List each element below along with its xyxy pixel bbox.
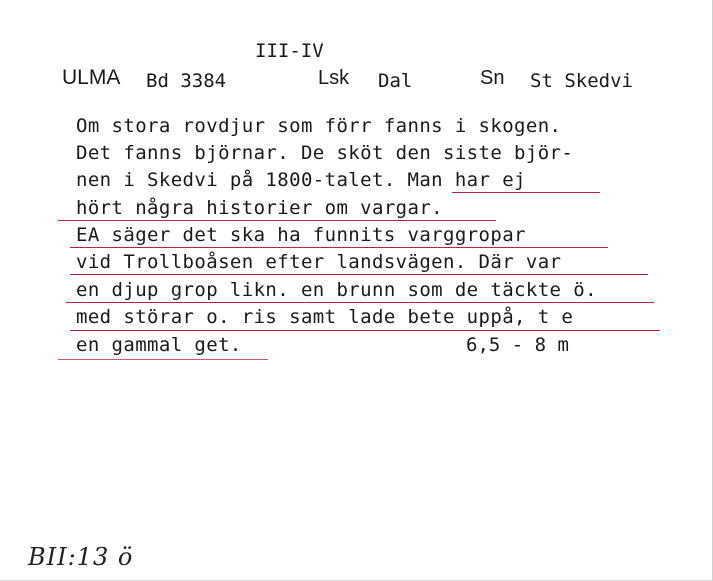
text-line-7: en djup grop likn. en brunn som de täckte ö. — [76, 279, 597, 301]
text-line-6: vid Trollboåsen efter landsvägen. Där var — [76, 251, 562, 273]
archive-label: ULMA — [62, 66, 121, 89]
parish-label: Sn — [480, 67, 505, 89]
text-line-5: EA säger det ska ha funnits varggropar — [76, 224, 526, 246]
underline-mark — [70, 274, 648, 275]
period-label: III-IV — [255, 40, 324, 62]
county-label: Lsk — [318, 67, 350, 89]
text-line-4: hört några historier om vargar. — [76, 197, 444, 219]
measurement-note: 6,5 - 8 m — [466, 334, 569, 356]
text-line-9: en gammal get. — [76, 334, 242, 356]
county-value: Dal — [378, 70, 413, 92]
underline-mark — [66, 302, 654, 303]
volume-number: Bd 3384 — [146, 70, 227, 92]
shelfmark-handwritten: BII:13 ö — [28, 543, 134, 571]
underline-mark — [452, 192, 600, 193]
text-line-1: Om stora rovdjur som förr fanns i skogen. — [76, 115, 562, 137]
parish-value: St Skedvi — [530, 70, 633, 92]
text-line-3: nen i Skedvi på 1800-talet. Man har ej — [76, 169, 526, 191]
text-line-2: Det fanns björnar. De sköt den siste björ- — [76, 142, 574, 164]
underline-mark — [58, 359, 268, 360]
underline-mark — [70, 330, 660, 331]
underline-mark — [58, 220, 496, 221]
underline-mark — [70, 247, 608, 248]
text-line-8: med störar o. ris samt lade bete uppå, t e — [76, 306, 574, 328]
